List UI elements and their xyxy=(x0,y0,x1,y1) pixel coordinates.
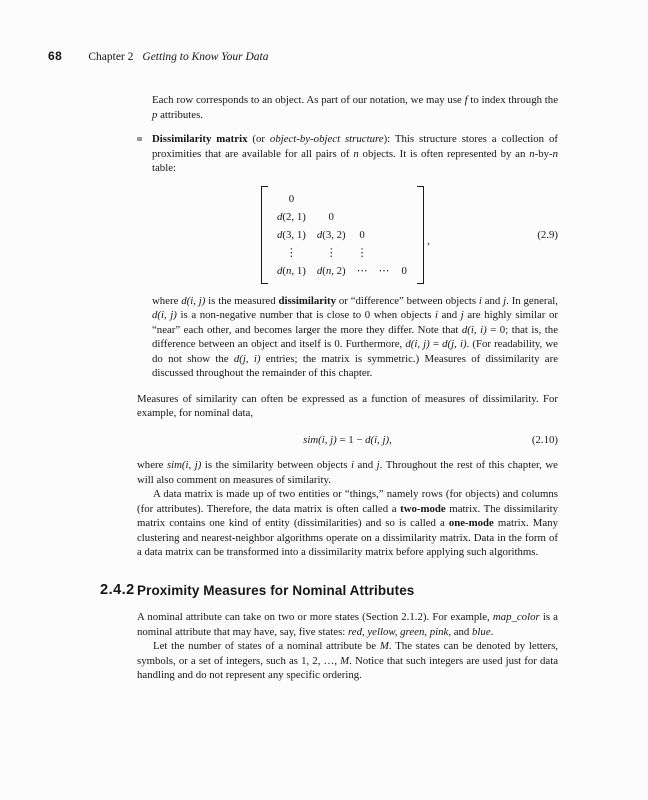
equation-2-9-label: (2.9) xyxy=(537,228,558,241)
chapter-label: Chapter 2 xyxy=(88,51,134,63)
paragraph-where-d: where d(i, j) is the measured dissimilarity or “difference” between objects i and j. In general, d(i, j) is a non-negative number that is close to 0 when objects i and j are highly similar or “near” each other, and becomes larger the more they differ. Note that d(i, i) = 0; that is, the difference between an object and itself is 0. Furthermore, d(i, j) = d(j, i). (For readability, we do not show the d(j, i) entries; the matrix is symmetric.) Measures of dissimilarity are discussed throughout the remainder of this chapter. xyxy=(152,294,559,379)
matrix-cell: d(3, 2) xyxy=(316,228,346,241)
matrix-cell xyxy=(317,190,346,208)
paragraph-measures-similarity: Measures of similarity can often be expressed as a function of measures of dissimilarity. For example, for nominal data, xyxy=(137,392,558,419)
running-head xyxy=(48,49,269,63)
bullet-square-icon xyxy=(137,137,142,142)
matrix-grid xyxy=(268,186,417,284)
bullet-dissimilarity-matrix xyxy=(137,132,558,176)
matrix-cell: d(2, 1) xyxy=(277,210,306,223)
equation-2-9 xyxy=(137,186,558,286)
equation-2-10 xyxy=(137,433,558,448)
matrix-cell: ⋯ xyxy=(378,264,390,277)
bullet-text: Dissimilarity matrix (or object-by-object structure): This structure stores a collection of proximities that are available for all pairs of n objects. It is often represented by an n-by-n table: xyxy=(152,133,558,174)
matrix-cell xyxy=(378,208,389,226)
matrix-cell: 0 xyxy=(328,210,334,223)
matrix-left-bracket xyxy=(261,186,268,284)
matrix-cell xyxy=(378,244,389,262)
equation-2-10-label: (2.10) xyxy=(531,433,558,446)
matrix-cell xyxy=(400,190,408,208)
matrix-cell xyxy=(400,244,408,262)
matrix-trailing-comma: , xyxy=(427,235,430,248)
matrix-cell xyxy=(400,208,408,226)
paragraph-nominal-attribute: A nominal attribute can take on two or more states (Section 2.1.2). For example, map_color is a nominal attribute that may have, say, five states: red, yellow, green, pink, and blue. xyxy=(137,611,558,638)
paragraph-row-object: Each row corresponds to an object. As part of our notation, we may use f to index through the p attributes. xyxy=(152,94,558,121)
equation-2-10-formula: sim(i, j) = 1 − d(i, j), xyxy=(303,433,392,446)
matrix-cell xyxy=(357,190,368,208)
matrix-cell: 0 xyxy=(288,192,295,205)
content-column xyxy=(100,93,559,683)
matrix-cell: d(n, 2) xyxy=(316,264,346,277)
matrix-cell: 0 xyxy=(359,228,365,241)
matrix-right-bracket xyxy=(417,186,424,284)
matrix-cell: ⋮ xyxy=(325,246,337,259)
matrix-cell: d(3, 1) xyxy=(277,228,306,241)
section-number: 2.4.2 xyxy=(100,581,135,598)
matrix-cell xyxy=(378,226,389,244)
matrix-cell: d(n, 1) xyxy=(277,264,306,277)
matrix-cell: ⋮ xyxy=(356,246,368,259)
matrix-cell xyxy=(400,226,408,244)
chapter-title: Getting to Know Your Data xyxy=(142,51,269,63)
matrix-cell: ⋯ xyxy=(356,264,368,277)
paragraph-data-matrix: A data matrix is made up of two entities or “things,” namely rows (for objects) and columns (for attributes). Therefore, the data matrix is often called a two-mode matrix. The dissimilarity matrix contains one kind of entity (dissimilarities) and so is called a one-mode matrix. Many clustering and nearest-neighbor algorithms operate on a dissimilarity matrix. Data in the form of a data matrix can be transformed into a dissimilarity matrix before applying such algorithms. xyxy=(137,488,558,558)
page-number: 68 xyxy=(48,49,63,63)
dissimilarity-matrix xyxy=(261,186,430,284)
matrix-cell xyxy=(357,208,368,226)
section-title: Proximity Measures for Nominal Attributes xyxy=(137,582,415,598)
section-heading xyxy=(100,581,558,599)
paragraph-where-sim: where sim(i, j) is the similarity between objects i and j. Throughout the rest of this chapter, we will also comment on measures of similarity. xyxy=(137,459,558,486)
matrix-cell: 0 xyxy=(401,264,407,277)
matrix-cell xyxy=(378,190,389,208)
paragraph-let-number: Let the number of states of a nominal attribute be M. The states can be denoted by letters, symbols, or a set of integers, such as 1, 2, …, M. Notice that such integers are used just for data handling and do not represent any specific ordering. xyxy=(137,640,558,681)
matrix-cell: ⋮ xyxy=(286,246,297,259)
